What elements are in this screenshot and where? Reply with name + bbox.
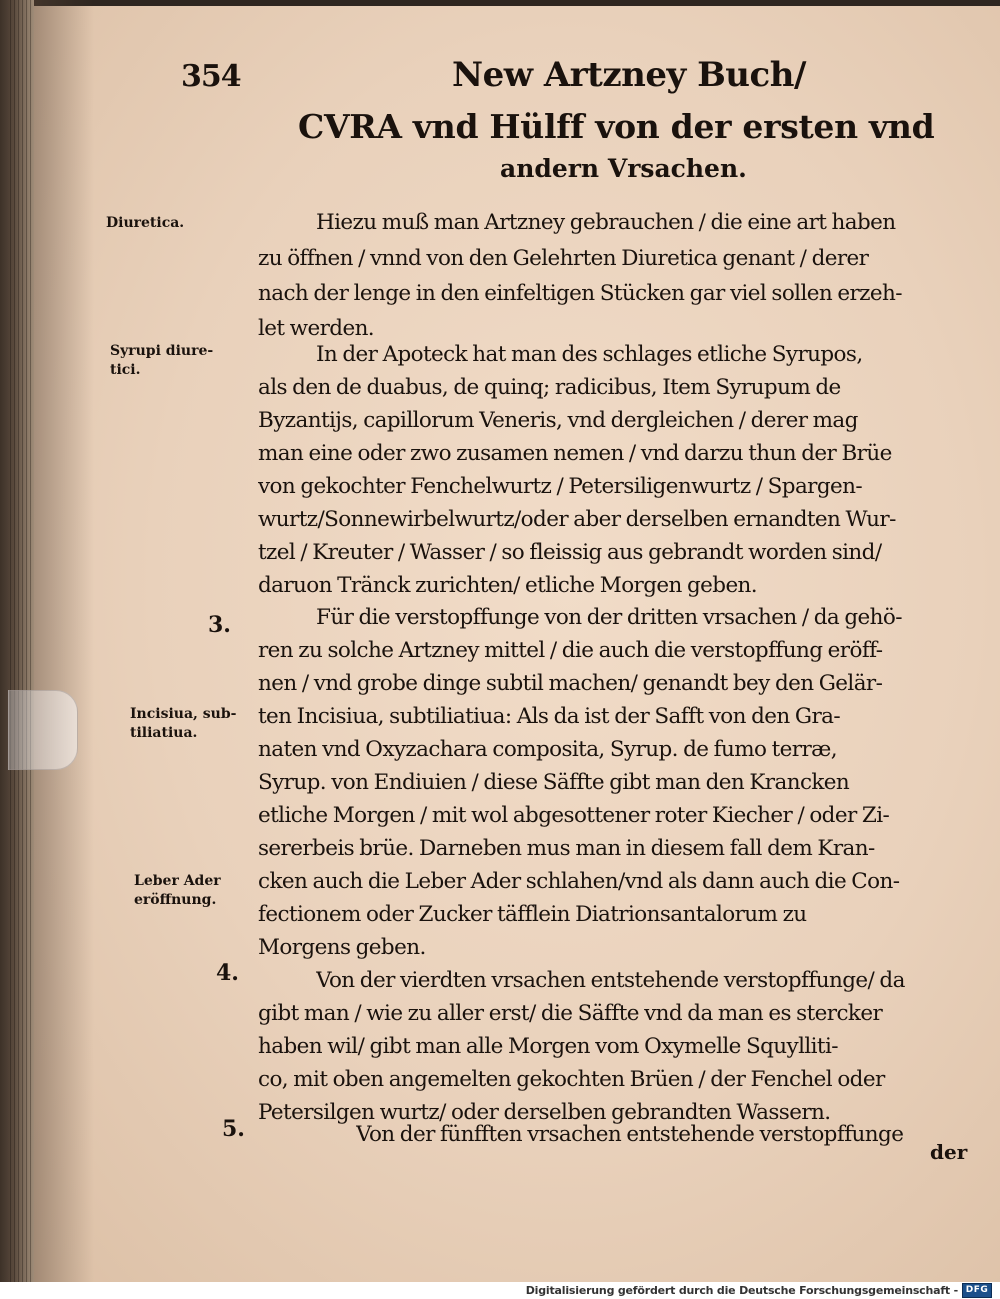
page-edges [10, 0, 34, 1282]
margin-note-syrupi-2: tici. [110, 362, 141, 378]
margin-note-syrupi-1: Syrupi diure- [110, 343, 214, 359]
body-text-line: sererbeis brüe. Darneben mus man in diesem fall dem Kran- [258, 838, 875, 860]
footer-credit: Digitalisierung gefördert durch die Deutsche Forschungsgemeinschaft - [525, 1284, 958, 1297]
body-text-line: Von der fünfften vrsachen entstehende verstopffunge [356, 1124, 904, 1146]
margin-note-leber-2: eröffnung. [134, 892, 217, 908]
margin-note-leber-1: Leber Ader [134, 873, 221, 889]
section-heading: CVRA vnd Hülff von der ersten vnd [298, 107, 935, 146]
body-text-line: daruon Tränck zurichten/ etliche Morgen geben. [258, 575, 758, 597]
body-text-line: als den de duabus, de quinq; radicibus, Item Syrupum de [258, 377, 841, 399]
body-text-line: nach der lenge in den einfeltigen Stücken gar viel sollen erzeh- [258, 283, 902, 305]
body-text-line: Für die verstopffunge von der dritten vrsachen / da gehö- [316, 607, 902, 629]
body-text-line: etliche Morgen / mit wol abgesottener roter Kiecher / oder Zi- [258, 805, 890, 827]
body-text-line: haben wil/ gibt man alle Morgen vom Oxymelle Squylliti- [258, 1036, 838, 1058]
body-text-line: Von der vierdten vrsachen entstehende verstopffunge/ da [316, 970, 905, 992]
margin-number-4: 4. [216, 960, 239, 986]
page-clip [8, 690, 78, 770]
body-text-line: fectionem oder Zucker täfflein Diatrionsantalorum zu [258, 904, 807, 926]
margin-note-incisiua-1: Incisiua, sub- [130, 706, 237, 722]
margin-note-diuretica: Diuretica. [106, 215, 185, 231]
body-text-line: wurtz/Sonnewirbelwurtz/oder aber derselben ernandten Wur- [258, 509, 896, 531]
body-text-line: ten Incisiua, subtiliatiua: Als da ist der Safft von den Gra- [258, 706, 841, 728]
section-subheading: andern Vrsachen. [500, 154, 747, 183]
body-text-line: cken auch die Leber Ader schlahen/vnd als dann auch die Con- [258, 871, 900, 893]
dfg-logo: DFG [962, 1283, 992, 1298]
body-text-line: naten vnd Oxyzachara composita, Syrup. de fumo terræ, [258, 739, 837, 761]
running-head: New Artzney Buch/ [452, 55, 806, 95]
body-text-line: Hiezu muß man Artzney gebrauchen / die eine art haben [316, 212, 896, 234]
body-text-line: gibt man / wie zu aller erst/ die Säffte vnd da man es stercker [258, 1003, 883, 1025]
body-text-line: man eine oder zwo zusamen nemen / vnd darzu thun der Brüe [258, 443, 892, 465]
margin-note-incisiua-2: tiliatiua. [130, 725, 198, 741]
body-text-line: Petersilgen wurtz/ oder derselben gebrandten Wassern. [258, 1102, 831, 1124]
body-text-line: ren zu solche Artzney mittel / die auch die verstopffung eröff- [258, 640, 883, 662]
body-text-line: Syrup. von Endiuien / diese Säffte gibt man den Krancken [258, 772, 850, 794]
body-text-line: Morgens geben. [258, 937, 426, 959]
body-text-line: Byzantijs, capillorum Veneris, vnd dergleichen / derer mag [258, 410, 858, 432]
gutter-shadow [34, 0, 94, 1282]
margin-number-3: 3. [208, 612, 231, 638]
body-text-line: let werden. [258, 318, 375, 340]
body-text-line: nen / vnd grobe dinge subtil machen/ genandt bey den Gelär- [258, 673, 883, 695]
body-text-line: co, mit oben angemelten gekochten Brüen / der Fenchel oder [258, 1069, 885, 1091]
body-text-line: von gekochter Fenchelwurtz / Petersiligenwurtz / Spargen- [258, 476, 863, 498]
body-text-line: tzel / Kreuter / Wasser / so fleissig aus gebrandt worden sind/ [258, 542, 882, 564]
catchword: der [930, 1140, 968, 1164]
page-number: 354 [181, 59, 241, 94]
body-text-line: zu öffnen / vnnd von den Gelehrten Diuretica genant / derer [258, 248, 869, 270]
body-text-line: In der Apoteck hat man des schlages etliche Syrupos, [316, 344, 863, 366]
margin-number-5: 5. [222, 1116, 245, 1142]
